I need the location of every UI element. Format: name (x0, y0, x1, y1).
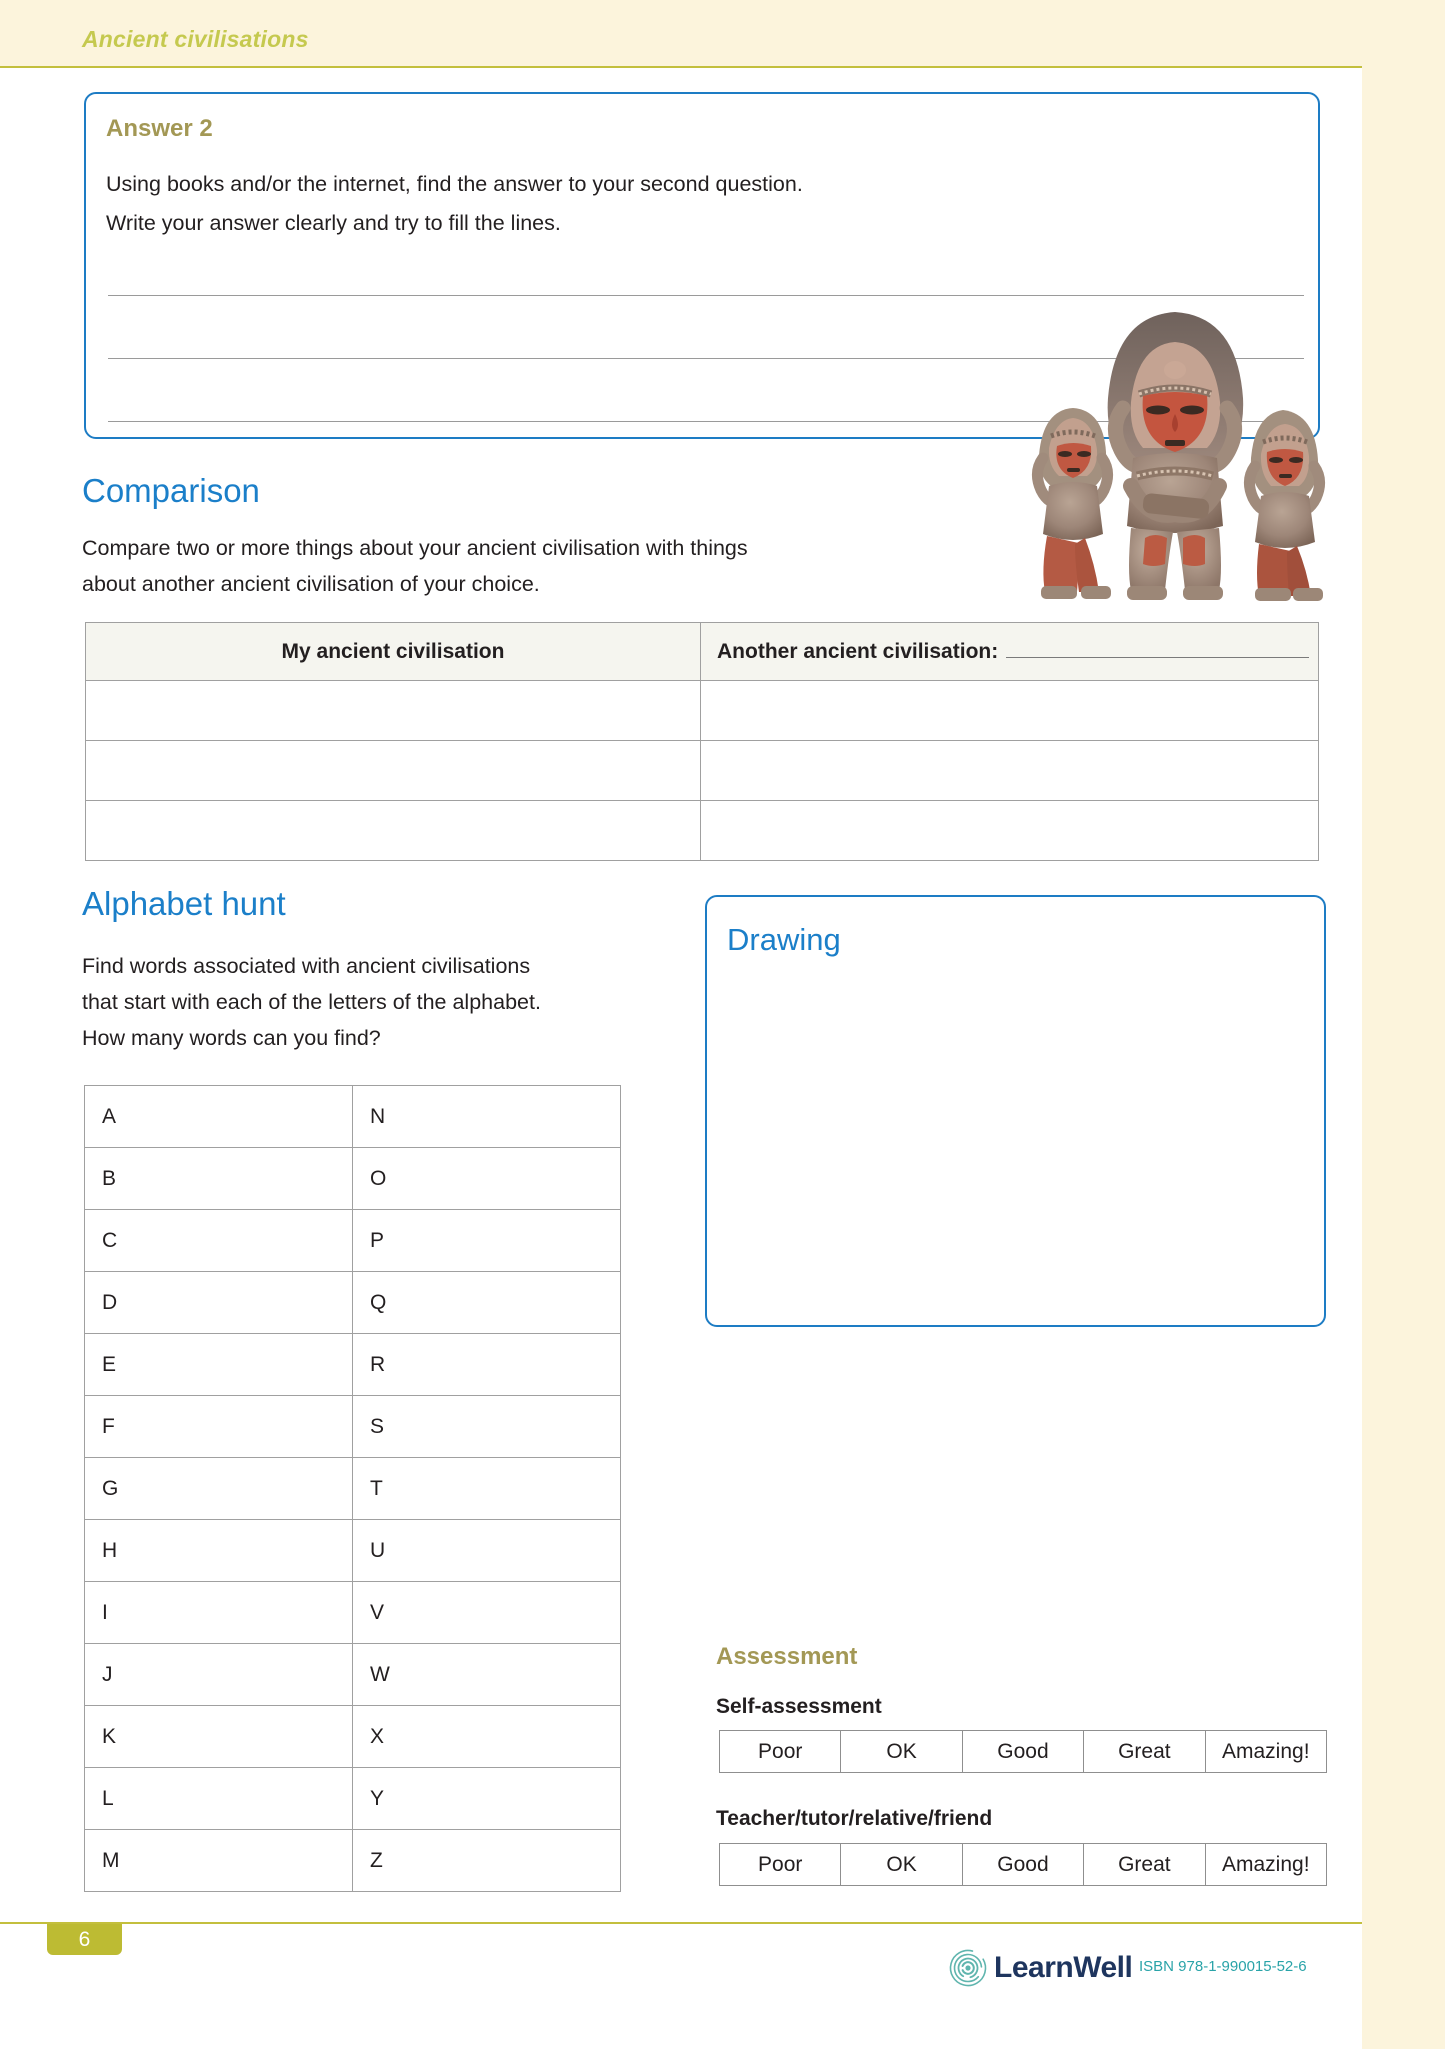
table-row (720, 1844, 1327, 1886)
answer-2-title: Answer 2 (106, 115, 213, 142)
alphabet-cell-letter[interactable]: P (353, 1210, 621, 1272)
assessment-heading: Assessment (716, 1643, 858, 1670)
comparison-cell[interactable] (701, 741, 1319, 801)
alphabet-cell-letter[interactable]: Q (353, 1272, 621, 1334)
table-row (85, 1644, 621, 1706)
table-row (86, 681, 1319, 741)
alphabet-cell-letter[interactable]: Y (353, 1768, 621, 1830)
rating-option-good[interactable]: Good (962, 1844, 1083, 1886)
alphabet-cell-letter[interactable]: M (85, 1830, 353, 1892)
rating-option-good[interactable]: Good (962, 1731, 1083, 1773)
alphabet-cell-letter[interactable]: R (353, 1334, 621, 1396)
alphabet-cell-letter[interactable]: I (85, 1582, 353, 1644)
drawing-box[interactable] (705, 895, 1326, 1327)
table-row (85, 1706, 621, 1768)
alphabet-cell-letter[interactable]: F (85, 1396, 353, 1458)
alphabet-cell-letter[interactable]: H (85, 1520, 353, 1582)
alphabet-cell-letter[interactable]: D (85, 1272, 353, 1334)
alphabet-hunt-description-line-3: How many words can you find? (82, 1026, 381, 1050)
alphabet-cell-letter[interactable]: A (85, 1086, 353, 1148)
alphabet-cell-letter[interactable]: C (85, 1210, 353, 1272)
table-row (86, 801, 1319, 861)
answer-2-instruction-line-1: Using books and/or the internet, find the answer to your second question. (106, 172, 803, 196)
table-row (85, 1148, 621, 1210)
isbn-text: ISBN 978-1-990015-52-6 (1139, 1958, 1307, 1975)
comparison-cell[interactable] (86, 741, 701, 801)
comparison-heading: Comparison (82, 472, 260, 509)
alphabet-cell-letter[interactable]: Z (353, 1830, 621, 1892)
alphabet-cell-letter[interactable]: S (353, 1396, 621, 1458)
spiral-icon (948, 1948, 988, 1988)
table-row (85, 1396, 621, 1458)
rating-option-amazing[interactable]: Amazing! (1205, 1844, 1326, 1886)
alphabet-hunt-table (84, 1085, 621, 1892)
table-row (86, 741, 1319, 801)
comparison-table (85, 622, 1319, 861)
table-row (720, 1731, 1327, 1773)
comparison-description (82, 530, 982, 602)
table-row (85, 1582, 621, 1644)
table-row (85, 1458, 621, 1520)
learnwell-logo (948, 1948, 1132, 1988)
alphabet-cell-letter[interactable]: T (353, 1458, 621, 1520)
comparison-table-header-row (86, 623, 1319, 681)
drawing-title: Drawing (727, 922, 841, 957)
self-assessment-label: Self-assessment (716, 1695, 882, 1718)
comparison-cell[interactable] (86, 681, 701, 741)
comparison-col-2-header-label: Another ancient civilisation: (717, 639, 999, 663)
alphabet-hunt-description-line-1: Find words associated with ancient civilisations (82, 954, 531, 978)
alphabet-cell-letter[interactable]: E (85, 1334, 353, 1396)
table-row (85, 1272, 621, 1334)
rating-option-great[interactable]: Great (1084, 1844, 1205, 1886)
alphabet-hunt-description (82, 948, 682, 1056)
answer-2-instructions (106, 165, 1186, 243)
teacher-assessment-label: Teacher/tutor/relative/friend (716, 1807, 993, 1830)
table-row (85, 1086, 621, 1148)
rating-option-poor[interactable]: Poor (720, 1731, 841, 1773)
rating-option-amazing[interactable]: Amazing! (1205, 1731, 1326, 1773)
table-row (85, 1520, 621, 1582)
alphabet-hunt-description-line-2: that start with each of the letters of the alphabet. (82, 990, 541, 1014)
answer-2-instruction-line-2: Write your answer clearly and try to fill the lines. (106, 211, 561, 235)
page-title: Ancient civilisations (82, 26, 309, 52)
rating-option-great[interactable]: Great (1084, 1731, 1205, 1773)
comparison-cell[interactable] (701, 681, 1319, 741)
fig-left (1037, 408, 1111, 599)
alphabet-cell-letter[interactable]: J (85, 1644, 353, 1706)
table-row (85, 1334, 621, 1396)
brand-name: LearnWell (994, 1951, 1133, 1984)
alphabet-hunt-heading: Alphabet hunt (82, 885, 286, 922)
alphabet-cell-letter[interactable]: G (85, 1458, 353, 1520)
alphabet-cell-letter[interactable]: X (353, 1706, 621, 1768)
comparison-col-2-header (701, 623, 1319, 681)
table-row (85, 1768, 621, 1830)
rating-option-ok[interactable]: OK (841, 1731, 962, 1773)
rating-option-ok[interactable]: OK (841, 1844, 962, 1886)
fig-right (1249, 410, 1323, 601)
table-row (85, 1210, 621, 1272)
teacher-assessment-scale (719, 1843, 1327, 1886)
alphabet-cell-letter[interactable]: V (353, 1582, 621, 1644)
rating-option-poor[interactable]: Poor (720, 1844, 841, 1886)
self-assessment-scale (719, 1730, 1327, 1773)
comparison-col-2-fill-line[interactable] (1006, 641, 1309, 658)
comparison-description-line-1: Compare two or more things about your ancient civilisation with things (82, 536, 748, 560)
ancient-figurines-photo (1015, 290, 1335, 608)
alphabet-cell-letter[interactable]: L (85, 1768, 353, 1830)
alphabet-cell-letter[interactable]: U (353, 1520, 621, 1582)
alphabet-cell-letter[interactable]: W (353, 1644, 621, 1706)
alphabet-cell-letter[interactable]: N (353, 1086, 621, 1148)
comparison-cell[interactable] (701, 801, 1319, 861)
alphabet-cell-letter[interactable]: B (85, 1148, 353, 1210)
footer-divider (0, 1922, 1362, 1924)
header-divider (0, 66, 1362, 68)
table-row (85, 1830, 621, 1892)
fig-center (1108, 312, 1244, 600)
comparison-col-1-header: My ancient civilisation (86, 623, 701, 681)
alphabet-cell-letter[interactable]: K (85, 1706, 353, 1768)
page-number: 6 (47, 1924, 122, 1955)
comparison-cell[interactable] (86, 801, 701, 861)
comparison-description-line-2: about another ancient civilisation of your choice. (82, 572, 540, 596)
alphabet-cell-letter[interactable]: O (353, 1148, 621, 1210)
